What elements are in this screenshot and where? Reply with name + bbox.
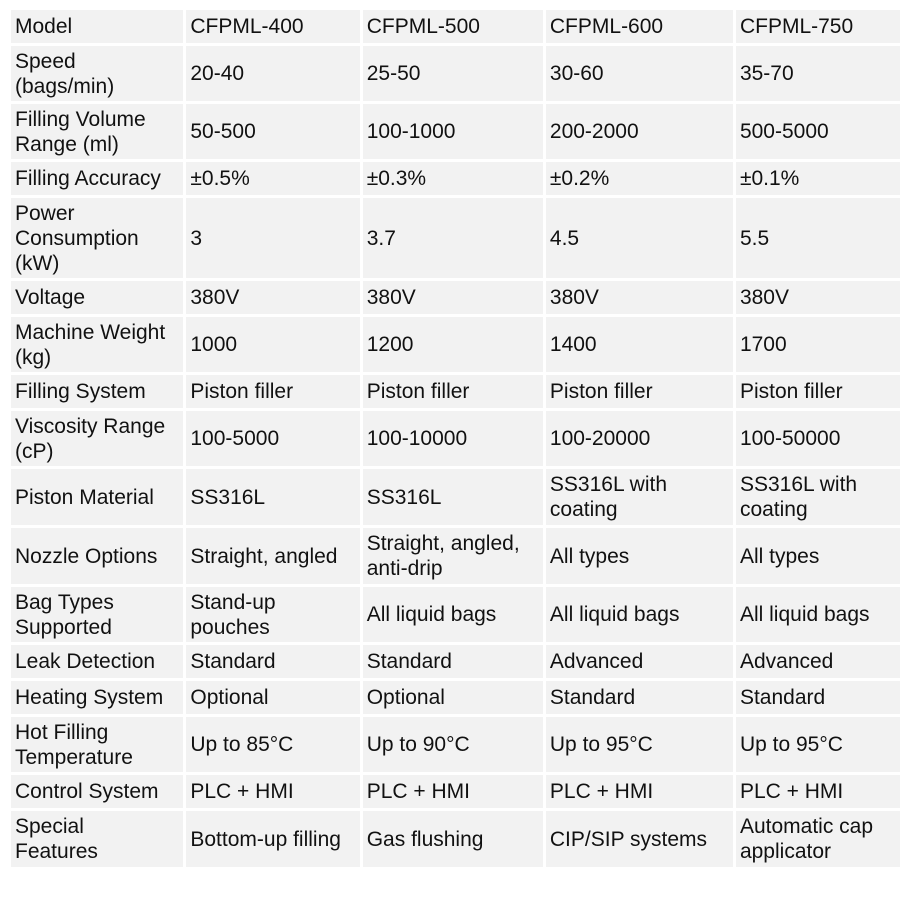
table-cell: ±0.5% <box>186 162 359 195</box>
table-cell: Piston filler <box>736 375 900 408</box>
table-cell: Optional <box>186 681 359 714</box>
table-cell: PLC + HMI <box>546 775 733 808</box>
table-row-viscosity-range <box>11 411 900 466</box>
table-cell: Up to 95°C <box>736 717 900 772</box>
row-label: Speed (bags/min) <box>11 46 183 101</box>
row-label: Filling System <box>11 375 183 408</box>
row-label: Viscosity Range (cP) <box>11 411 183 466</box>
table-cell: 380V <box>546 281 733 314</box>
row-label: Filling Volume Range (ml) <box>11 104 183 159</box>
table-row-filling-volume <box>11 104 900 159</box>
table-row-nozzle-options <box>11 528 900 584</box>
row-label: Model <box>11 10 183 43</box>
table-cell: 200-2000 <box>546 104 733 159</box>
table-cell: Stand-up pouches <box>186 587 359 642</box>
table-cell: CFPML-500 <box>363 10 543 43</box>
table-cell: Optional <box>363 681 543 714</box>
row-label: Power Consumption (kW) <box>11 198 183 278</box>
row-label: Control System <box>11 775 183 808</box>
table-cell: ±0.2% <box>546 162 733 195</box>
table-cell: All types <box>546 528 733 584</box>
table-row-hot-filling-temperature <box>11 717 900 772</box>
table-row-bag-types <box>11 587 900 642</box>
row-label: Piston Material <box>11 469 183 525</box>
table-cell: SS316L with coating <box>546 469 733 525</box>
row-label: Special Features <box>11 811 183 867</box>
table-cell: PLC + HMI <box>736 775 900 808</box>
table-cell: 100-1000 <box>363 104 543 159</box>
table-cell: Piston filler <box>186 375 359 408</box>
table-row-piston-material <box>11 469 900 525</box>
table-row-filling-system <box>11 375 900 408</box>
table-cell: ±0.3% <box>363 162 543 195</box>
table-cell: 100-20000 <box>546 411 733 466</box>
table-cell: CFPML-600 <box>546 10 733 43</box>
table-cell: Standard <box>736 681 900 714</box>
table-row-voltage <box>11 281 900 314</box>
table-cell: Straight, angled <box>186 528 359 584</box>
table-cell: 35-70 <box>736 46 900 101</box>
table-cell: 3 <box>186 198 359 278</box>
table-cell: ±0.1% <box>736 162 900 195</box>
table-cell: Straight, angled, anti-drip <box>363 528 543 584</box>
table-row-power-consumption <box>11 198 900 278</box>
table-row-control-system <box>11 775 900 808</box>
row-label: Heating System <box>11 681 183 714</box>
table-cell: CFPML-750 <box>736 10 900 43</box>
table-cell: Standard <box>186 645 359 678</box>
table-cell: SS316L <box>186 469 359 525</box>
table-row-leak-detection <box>11 645 900 678</box>
table-cell: Piston filler <box>546 375 733 408</box>
table-cell: All liquid bags <box>736 587 900 642</box>
row-label: Leak Detection <box>11 645 183 678</box>
row-label: Filling Accuracy <box>11 162 183 195</box>
table-cell: Up to 95°C <box>546 717 733 772</box>
table-cell: Gas flushing <box>363 811 543 867</box>
table-cell: 30-60 <box>546 46 733 101</box>
table-cell: 100-10000 <box>363 411 543 466</box>
table-cell: Piston filler <box>363 375 543 408</box>
table-cell: 380V <box>736 281 900 314</box>
table-cell: 1200 <box>363 317 543 372</box>
table-cell: 25-50 <box>363 46 543 101</box>
table-cell: All liquid bags <box>363 587 543 642</box>
table-cell: 380V <box>363 281 543 314</box>
table-cell: 380V <box>186 281 359 314</box>
table-cell: 4.5 <box>546 198 733 278</box>
table-cell: Advanced <box>546 645 733 678</box>
table-cell: 1000 <box>186 317 359 372</box>
row-label: Hot Filling Temperature <box>11 717 183 772</box>
table-cell: SS316L <box>363 469 543 525</box>
table-cell: 1700 <box>736 317 900 372</box>
spec-table-wrapper <box>8 7 903 870</box>
row-label: Bag Types Supported <box>11 587 183 642</box>
table-cell: PLC + HMI <box>363 775 543 808</box>
table-row-filling-accuracy <box>11 162 900 195</box>
table-cell: 100-5000 <box>186 411 359 466</box>
table-cell: Up to 90°C <box>363 717 543 772</box>
table-row-machine-weight <box>11 317 900 372</box>
row-label: Nozzle Options <box>11 528 183 584</box>
row-label: Machine Weight (kg) <box>11 317 183 372</box>
table-cell: 20-40 <box>186 46 359 101</box>
table-row-special-features <box>11 811 900 867</box>
table-cell: 1400 <box>546 317 733 372</box>
table-cell: 3.7 <box>363 198 543 278</box>
table-cell: CFPML-400 <box>186 10 359 43</box>
table-cell: 100-50000 <box>736 411 900 466</box>
table-cell: 50-500 <box>186 104 359 159</box>
table-cell: Bottom-up filling <box>186 811 359 867</box>
table-cell: 5.5 <box>736 198 900 278</box>
table-cell: Standard <box>363 645 543 678</box>
table-row-heating-system <box>11 681 900 714</box>
row-label: Voltage <box>11 281 183 314</box>
table-cell: Standard <box>546 681 733 714</box>
table-row-model <box>11 10 900 43</box>
table-cell: SS316L with coating <box>736 469 900 525</box>
spec-table <box>8 7 903 870</box>
table-cell: CIP/SIP systems <box>546 811 733 867</box>
table-cell: All types <box>736 528 900 584</box>
table-cell: Advanced <box>736 645 900 678</box>
table-row-speed <box>11 46 900 101</box>
table-cell: Automatic cap applicator <box>736 811 900 867</box>
spec-table-body <box>11 10 900 867</box>
table-cell: 500-5000 <box>736 104 900 159</box>
table-cell: All liquid bags <box>546 587 733 642</box>
table-cell: Up to 85°C <box>186 717 359 772</box>
table-cell: PLC + HMI <box>186 775 359 808</box>
